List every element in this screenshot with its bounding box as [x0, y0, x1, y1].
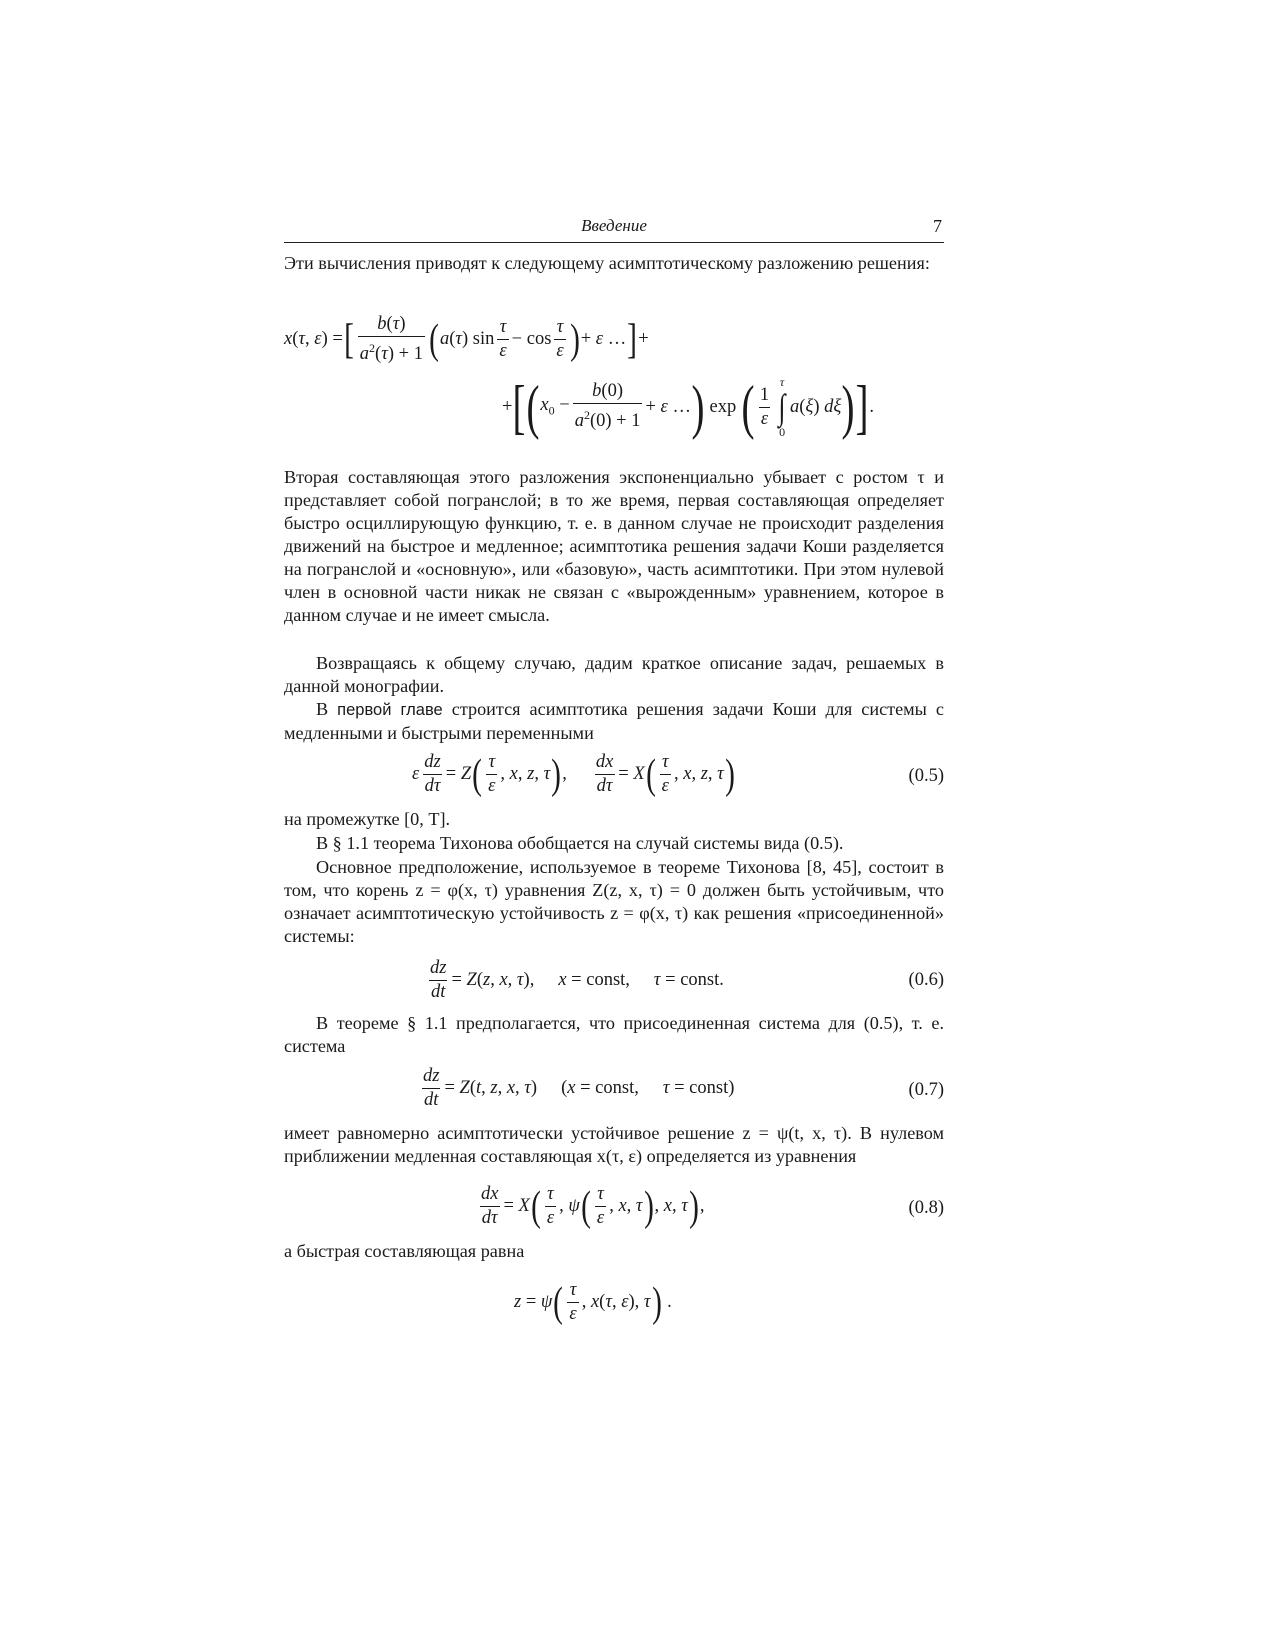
equation-number-0-8: (0.8) — [908, 1198, 944, 1218]
expansion-formula-line-2: + [ ( $x_0$ − $\frac{b(0)}{a^2(0) + 1}$ + ε … ) exp ( $\frac{1}{\varepsilon}$ τ ∫ 0 a(ξ) dξ ) ] . — [502, 374, 874, 440]
page-number: 7 — [933, 216, 942, 236]
equation-number-0-6: (0.6) — [908, 970, 944, 990]
paragraph-2: Вторая составляющая этого разложения экспоненциально убывает с ростом τ и представляет собой погранслой; в то же время, первая составляющая определяет быстро осциллирующую функцию, т. е. в данном случае не происходит разделения движений на быстрое и медленное; асимптотика решения задачи Коши разделяется на погранслой и «основную», или «базовую», часть асимптотики. При этом нулевой член в основной части никак не связан с «вырожденным» уравнением, которое в данном случае и не имеет смысла. — [284, 467, 944, 625]
paragraph-8: В теореме § 1.1 предполагается, что присоединенная система для (0.5), т. е. система — [284, 1013, 944, 1056]
paragraph-9: имеет равномерно асимптотически устойчивое решение z = ψ(t, x, τ). В нулевом приближении медленная составляющая x(τ, ε) определяется из уравнения — [284, 1123, 944, 1166]
equation-number-0-5: (0.5) — [908, 766, 944, 786]
equation-0-6: $\frac{dz}{dt}$ = Z(z, x, τ), x = const, τ = const. — [430, 958, 724, 1002]
running-title: Введение — [581, 216, 647, 235]
paragraph-7: Основное предположение, используемое в теореме Тихонова [8, 45], состоит в том, что корень z = φ(x, τ) уравнения Z(z, x, τ) = 0 должен быть устойчивым, что означает асимптотическую устойчивость z = φ(x, τ) как решения «присоединенной» системы: — [284, 857, 944, 946]
paragraph-3: Возвращаясь к общему случаю, дадим краткое описание задач, решаемых в данной монографии. — [284, 653, 944, 696]
equation-0-7: $\frac{dz}{dt}$ = Z(t, z, x, τ) (x = const, τ = const) — [423, 1066, 735, 1110]
paragraph-5: на промежутке [0, T]. — [284, 809, 451, 829]
equation-number-0-7: (0.7) — [908, 1080, 944, 1100]
chapter-reference: первой главе — [337, 701, 443, 719]
fast-component-formula: z = ψ ( $\frac{\tau}{\varepsilon}$ , x(τ, ε), τ ) . — [514, 1279, 672, 1326]
equation-0-8: $\frac{dx}{d\tau}$ = X ( $\frac{\tau}{\varepsilon}$ , ψ ( $\frac{\tau}{\varepsilon}$ , x, τ ) , x, τ ) , — [481, 1183, 705, 1230]
page-header — [284, 216, 944, 243]
equation-0-5: ε $\frac{dz}{d\tau}$ = Z ( $\frac{\tau}{\varepsilon}$ , x, z, τ ) , $\frac{dx}{d\tau}$ = X ( $\frac{\tau}{\varepsilon}$ , x, z, τ ) — [412, 751, 735, 798]
expansion-formula-line-1: x(τ, ε) = [ $\frac{b(\tau)}{a^2(\tau) + 1}$ ( a(τ) sin $\frac{\tau}{\varepsilon}$ − cos $\frac{\tau}{\varepsilon}$ ) + ε … ] + — [284, 314, 649, 365]
paragraph-1: Эти вычисления приводят к следующему асимптотическому разложению решения: — [284, 253, 930, 273]
paragraph-4: В первой главе строится асимптотика решения задачи Коши для системы с медленными и быстрыми переменными — [284, 699, 944, 743]
paragraph-6: В § 1.1 теорема Тихонова обобщается на случай системы вида (0.5). — [316, 833, 844, 853]
paragraph-10: а быстрая составляющая равна — [284, 1241, 525, 1261]
